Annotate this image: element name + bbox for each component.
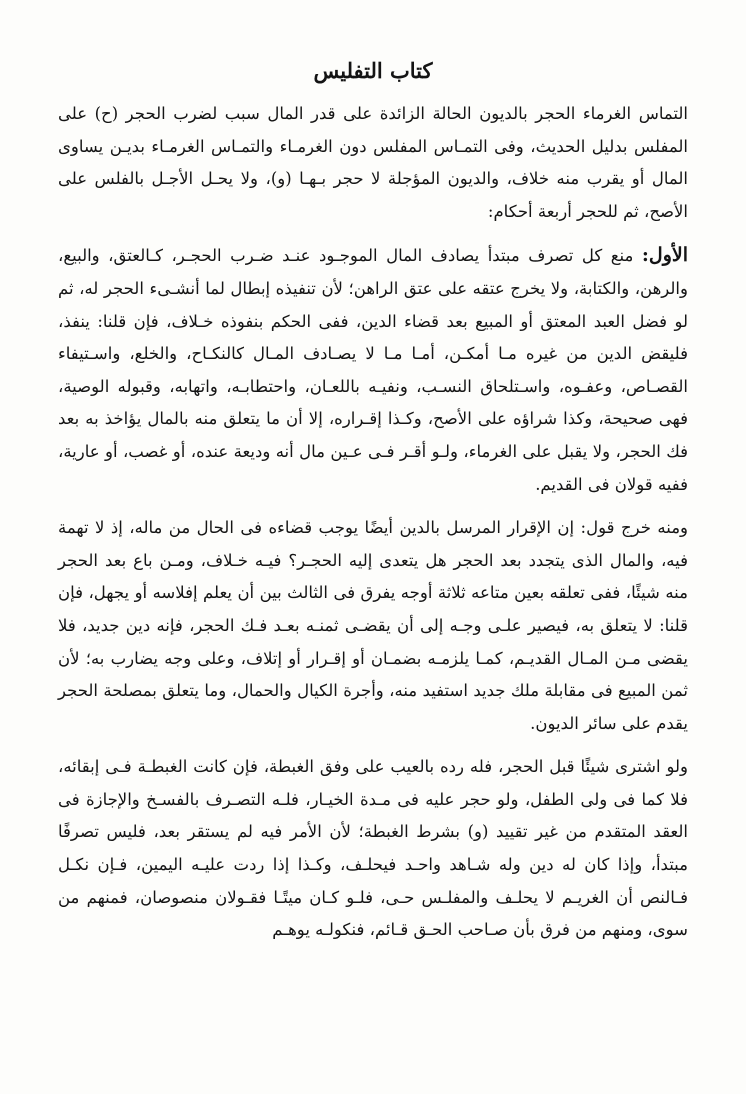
- paragraph-1: [58, 98, 688, 228]
- paragraph-3-text: ومنه خرج قول: إن الإقرار المرسل بالدين أيضًا يوجب قضاءه فى الحال من ماله، إذ لا تهمة فيه، والمال الذى يتجدد بعد الحجر هل يتعدى إليه الحجـر؟ فيـه خـلاف، ومـن باع بعد الحجر منه شيئًا، ففى تعلقه بعين متاعه ثلاثة أوجه يفرق فى الثالث بين أن يعلم إفلاسه أو يجهل، فإن قلنا: لا يتعلق به، فيصير علـى وجـه إلى أن يقضـى ثمنـه بعـد فـك الحجر، فإنه دين جديد، فلا يقضى مـن المـال القديـم، كمـا يلزمـه بضمـان أو إقـرار أو إتلاف، وعلى وجه يضارب به؛ لأن ثمن المبيع فى مقابلة ملك جديد استفيد منه، وأجرة الكيال والحمال، وما يتعلق بمصلحة الحجر يقدم على سائر الديون.: [58, 518, 688, 733]
- paragraph-2-text: منع كل تصرف مبتدأ يصادف المال الموجـود عنـد ضـرب الحجـر، كـالعتق، والبيع، والرهن، والكتابة، ولا يخرج عتقه على عتق الراهن؛ لأن تنفيذه إبطال لما أنشـىء الحجر له، ثم لو فضل العبد المعتق أو المبيع بعد قضاء الدين، ففى الحكم بنفوذه خـلاف، فإن قلنا: ينفذ، فليقض الدين من غيره مـا أمكـن، أمـا مـا لا يصـادف المـال كالنكـاح، والخلع، واسـتيفاء القصـاص، وعفـوه، واسـتلحاق النسـب، ونفيـه باللعـان، واحتطابـه، واتهابه، وقبوله الوصية، فهى صحيحة، وكذا شراؤه على الأصح، وكـذا إقـراره، إلا أن ما يتعلق منه بالمال يؤاخذ به بعد فك الحجر، ولا يقبل على الغرماء، ولـو أقـر فـى عـين مال أنه وديعة عنده، أو غصب، أو عارية، ففيه قولان فى القديم.: [58, 246, 688, 494]
- paragraph-2-lead: الأول:: [641, 244, 688, 267]
- paragraph-4-text: ولو اشترى شيئًا قبل الحجر، فله رده بالعيب على وفق الغبطة، فإن كانت الغبطـة فـى إبقائه، فلا كما فى ولى الطفل، ولو حجر عليه فى مـدة الخيـار، فلـه التصـرف بالفسـخ والإجازة فى العقد المتقدم من غير تقييد (و) بشرط الغبطة؛ لأن الأمر فيه لم يستقر بعد، فليس تصرفًا مبتدأ، وإذا كان له دين وله شـاهد واحـد فيحلـف، وكـذا إذا ردت عليـه اليمين، فـإن نكـل فـالنص أن الغريـم لا يحلـف والمفلـس حـى، فلـو كـان ميتًـا فقـولان منصوصان، فمنهم من سوى، ومنهم من فرق بأن صـاحب الحـق قـائم، فنكولـه يوهـم: [58, 757, 688, 940]
- chapter-title: كتاب التفليس: [313, 58, 433, 83]
- paragraph-2: [58, 239, 688, 501]
- document-page: [58, 56, 688, 947]
- paragraph-4: [58, 751, 688, 947]
- paragraph-3: [58, 512, 688, 740]
- paragraph-1-text: التماس الغرماء الحجر بالديون الحالة الزائدة على قدر المال سبب لضرب الحجر (ح) على المفلس بدليل الحديث، وفى التمـاس المفلس دون الغرمـاء والتمـاس الغرمـاء بديـن يساوى المال أو يقرب منه خلاف، والديون المؤجلة لا حجر بـهـا (و)، ولا يحـل الأجـل بالفلس على الأصح، ثم للحجر أربعة أحكام:: [58, 104, 688, 221]
